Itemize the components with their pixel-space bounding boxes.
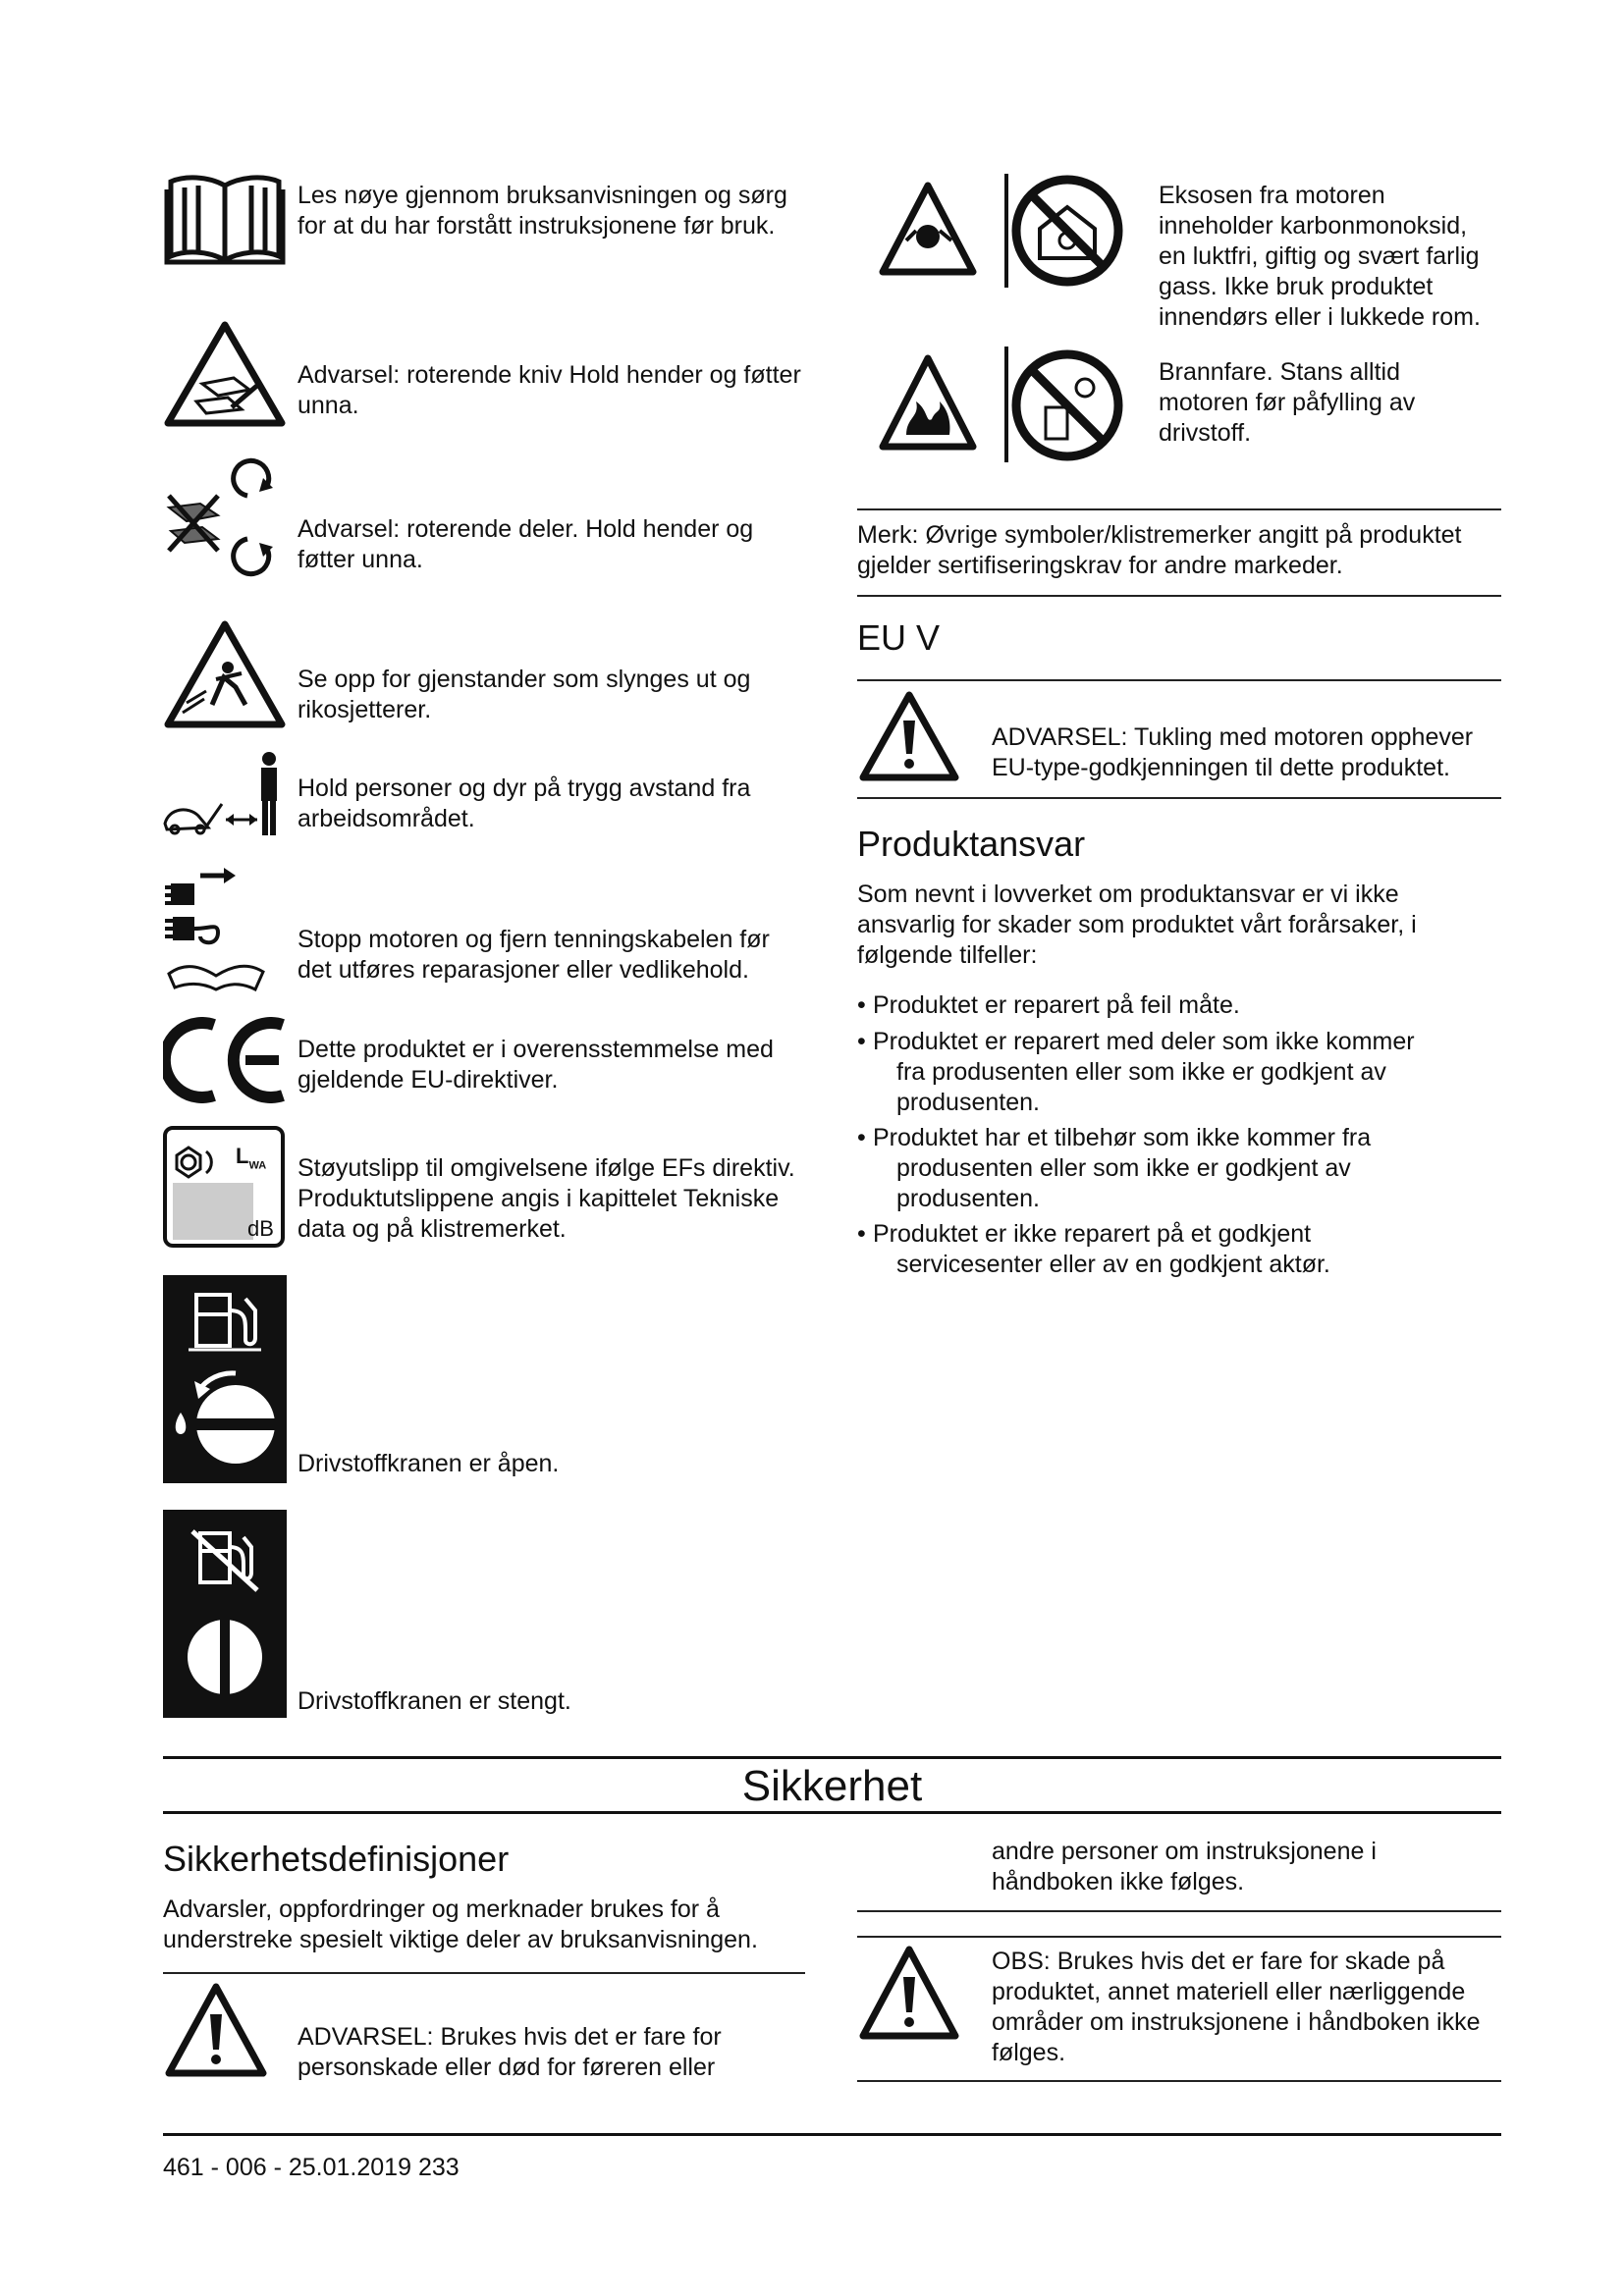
footer-divider <box>163 2133 1501 2136</box>
list-item <box>857 990 1466 1021</box>
euv-warning <box>992 722 1502 783</box>
bullet-text-cont: servicesenter eller av en godkjent aktør. <box>896 1251 1330 1278</box>
warning-triangle-icon <box>857 1944 961 2042</box>
section-title: Sikkerhet <box>741 1762 923 1810</box>
divider <box>857 1936 1501 1938</box>
carbon-monoxide-warning-icon <box>877 172 1128 290</box>
bullet: • <box>857 1028 866 1055</box>
noise-db-label: dB <box>247 1216 274 1241</box>
sikkerhet-subheading: Sikkerhetsdefinisjoner <box>163 1839 510 1879</box>
symbol-text-keep-distance: Hold personer og dyr på trygg avstand fra arbeidsområdet. <box>298 774 751 832</box>
produktansvar-heading: Produktansvar <box>857 824 1086 864</box>
divider <box>163 1756 1501 1759</box>
list-item <box>857 1219 1466 1280</box>
divider <box>857 508 1501 510</box>
rotating-parts-icon <box>161 456 285 578</box>
bullet-text-cont: produsenten eller som ikke er godkjent av produsenten. <box>896 1154 1351 1212</box>
rotating-blade-warning-icon <box>163 319 287 429</box>
symbol-text-fuel-closed: Drivstoffkranen er stengt. <box>298 1687 571 1715</box>
fire-hazard-icon <box>877 345 1128 464</box>
bullet-text: Produktet er ikke reparert på et godkjent <box>873 1220 1312 1248</box>
footer-doc: 461 - 006 - 25.01.2019 <box>163 2154 411 2181</box>
symbol-text-rotating-blade: Advarsel: roterende kniv Hold hender og føtter unna. <box>298 361 801 419</box>
fuel-valve-closed-icon <box>163 1510 287 1718</box>
obs-label: OBS: <box>992 1948 1051 1975</box>
divider <box>857 2080 1501 2082</box>
page-number: 233 <box>417 2154 460 2181</box>
symbol-text-thrown-objects: Se opp for gjenstander som slynges ut og rikosjetterer. <box>298 666 751 723</box>
symbol-text-ce: Dette produktet er i overensstemmelse med gjeldende EU-direktiver. <box>298 1036 774 1094</box>
divider <box>857 1910 1501 1912</box>
note-body: Øvrige symboler/klistremerker angitt på produktet gjelder sertifiseringskrav for andre markeder. <box>857 521 1462 579</box>
sikkerhet-intro: Advarsler, oppfordringer og merknader brukes for å understreke spesielt viktige deler av bruksanvisningen. <box>163 1896 758 1953</box>
bullet: • <box>857 991 866 1019</box>
divider <box>857 679 1501 681</box>
symbol-text-fire-hazard: Brannfare. Stans alltid motoren før påfylling av drivstoff. <box>1159 358 1416 447</box>
euv-heading: EU V <box>857 617 941 658</box>
euv-warning-label: ADVARSEL: <box>992 723 1128 751</box>
obs-text: Brukes hvis det er fare for skade på produktet, annet materiell eller nærliggende områder om instruksjonene i håndboken ikke følges. <box>992 1948 1481 2066</box>
note-text <box>857 520 1501 581</box>
fuel-valve-open-icon <box>163 1275 287 1483</box>
symbol-text-carbon-monoxide: Eksosen fra motoren inneholder karbonmonoksid, en luktfri, giftig og svært farlig gass. Ikke bruk produktet innendørs eller i lukkede rom. <box>1159 182 1481 331</box>
manual-book-icon <box>163 172 287 266</box>
symbol-text-manual: Les nøye gjennom bruksanvisningen og sørg for at du har forstått instruksjonene før bruk. <box>298 182 787 240</box>
symbol-text-fuel-open: Drivstoffkranen er åpen. <box>298 1450 560 1477</box>
divider <box>857 595 1501 597</box>
bullet: • <box>857 1124 866 1151</box>
note-label: Merk: <box>857 521 919 549</box>
warning-triangle-icon <box>163 1981 269 2079</box>
list-item <box>857 1123 1466 1214</box>
euv-warning-text: Tukling med motoren opphever EU-type-godkjenningen til dette produktet. <box>992 723 1474 781</box>
bullet-text: Produktet er reparert på feil måte. <box>873 991 1240 1019</box>
footer <box>163 2153 460 2183</box>
advarsel-text: Brukes hvis det er fare for personskade eller død for føreren eller <box>298 2023 722 2081</box>
noise-lwa-label: $L_{WA}$ <box>236 1144 267 1172</box>
symbol-text-rotating-parts: Advarsel: roterende deler. Hold hender og føtter unna. <box>298 515 754 573</box>
bullet-text-cont: fra produsenten eller som ikke er godkjent av produsenten. <box>896 1058 1386 1116</box>
bullet: • <box>857 1220 866 1248</box>
advarsel-definition <box>298 2022 808 2083</box>
ce-mark-icon <box>163 1017 289 1103</box>
advarsel-continued: andre personer om instruksjonene i håndboken ikke følges. <box>992 1838 1377 1896</box>
symbol-text-disconnect: Stopp motoren og fjern tenningskabelen før det utføres reparasjoner eller vedlikehold. <box>298 926 770 984</box>
bullet-text: Produktet er reparert med deler som ikke kommer <box>873 1028 1415 1055</box>
produktansvar-intro: Som nevnt i lovverket om produktansvar er vi ikke ansvarlig for skader som produktet vårt forårsaker, i følgende tilfeller: <box>857 881 1417 969</box>
symbol-text-noise: Støyutslipp til omgivelsene ifølge EFs direktiv. Produktutslippene angis i kapittelet Tekniske data og på klistremerket. <box>298 1154 795 1243</box>
thrown-objects-warning-icon <box>163 618 287 730</box>
divider <box>163 1811 1501 1814</box>
divider <box>163 1972 805 1974</box>
advarsel-label: ADVARSEL: <box>298 2023 434 2051</box>
noise-emission-icon <box>163 1126 285 1248</box>
warning-triangle-icon <box>857 689 961 783</box>
disconnect-spark-plug-icon <box>161 864 287 991</box>
obs-definition <box>992 1947 1502 2068</box>
keep-distance-icon <box>161 751 287 839</box>
divider <box>857 797 1501 799</box>
bullet-text: Produktet har et tilbehør som ikke kommer fra <box>873 1124 1372 1151</box>
list-item <box>857 1027 1466 1118</box>
